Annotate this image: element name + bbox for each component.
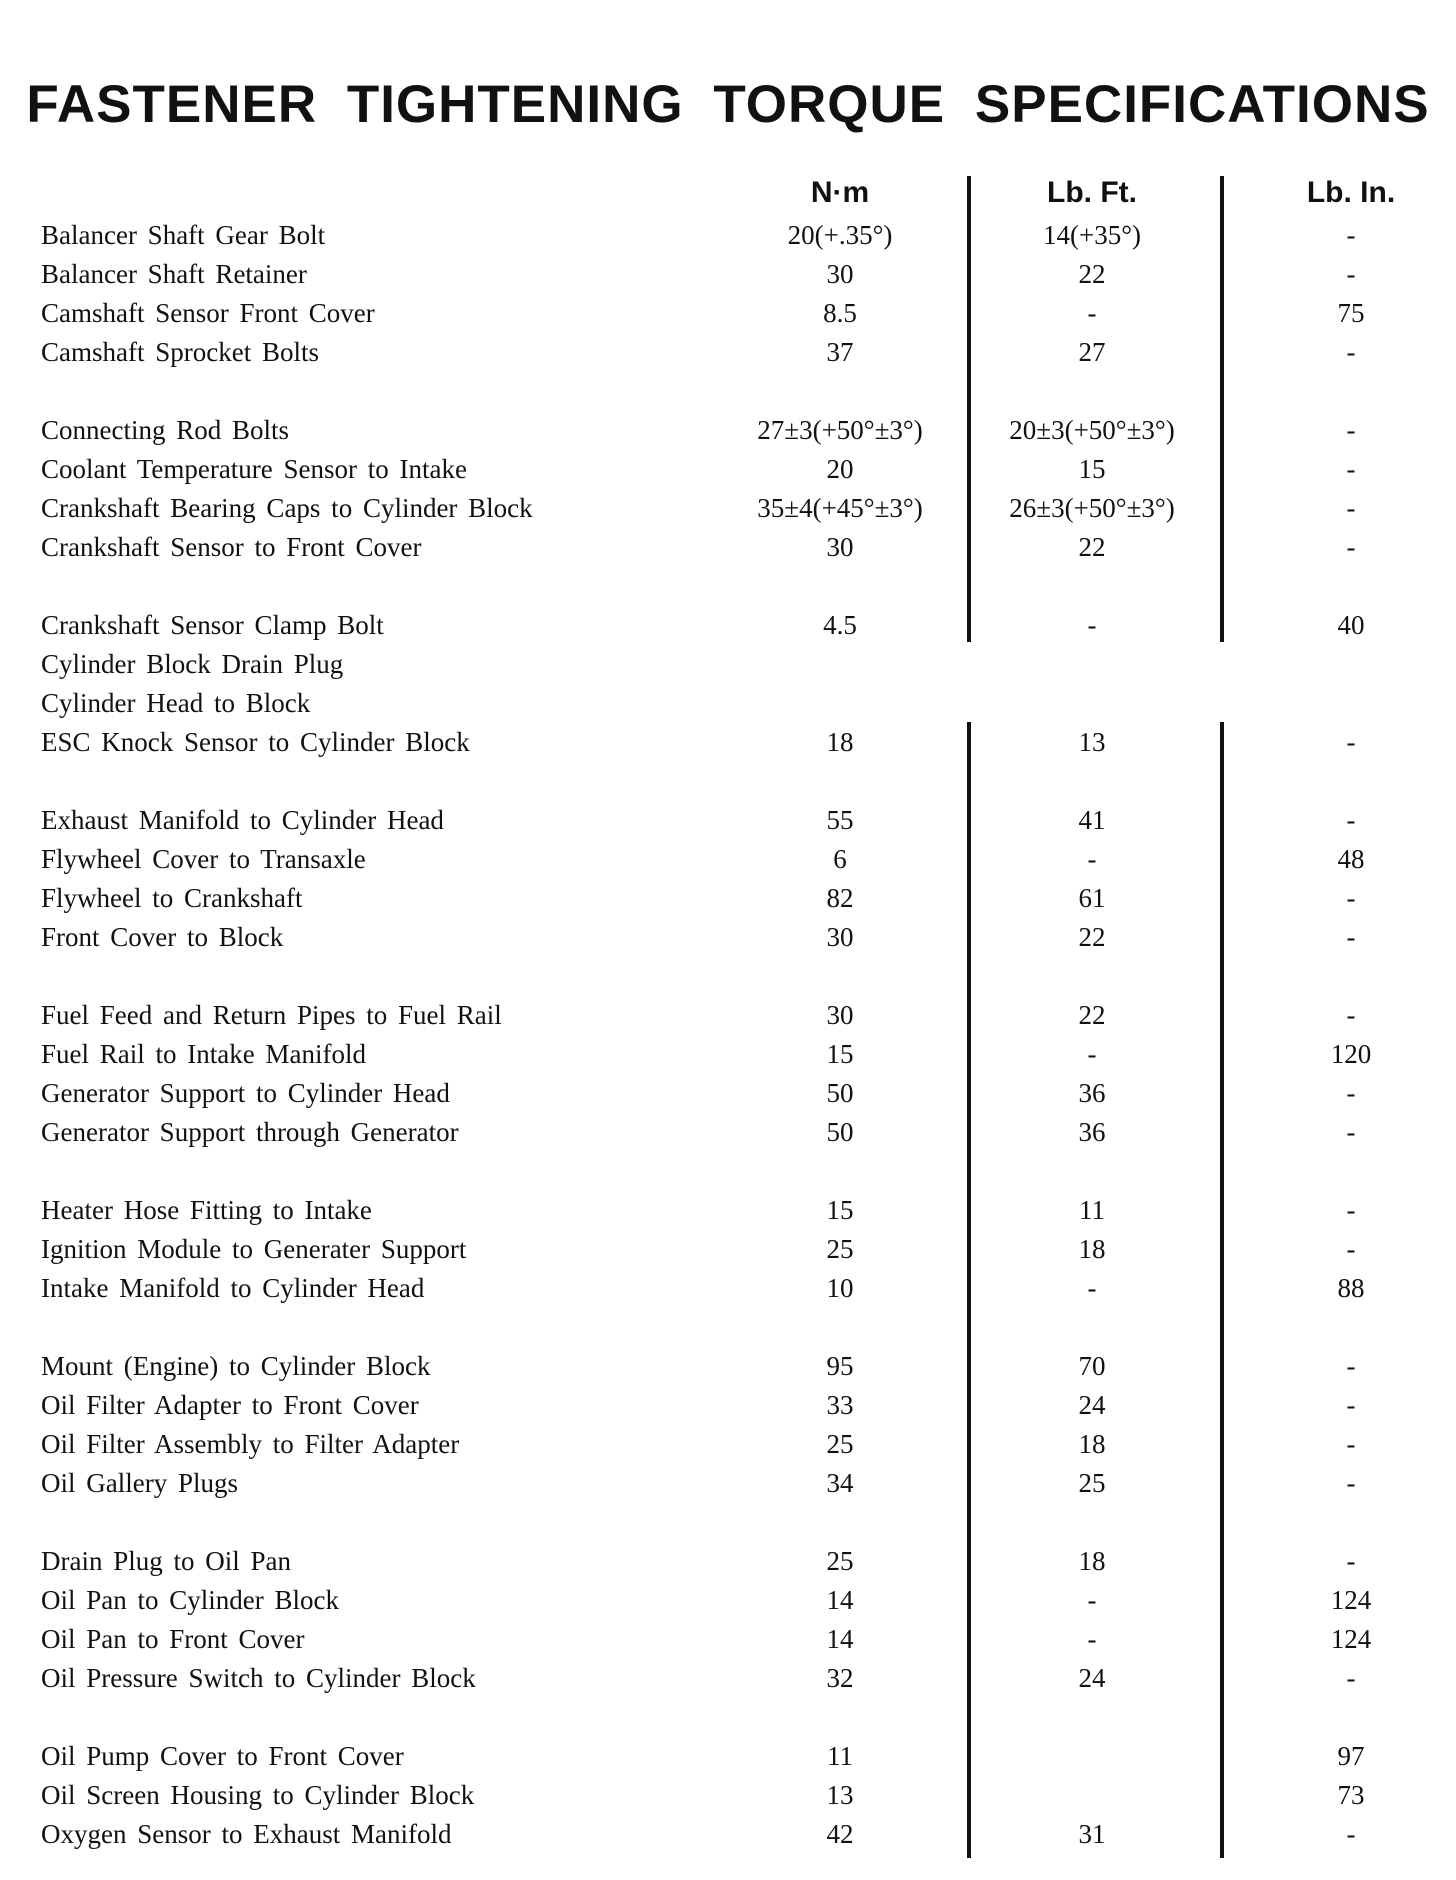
table-row: [0, 840, 1456, 879]
torque-lbin: -: [1346, 1117, 1356, 1147]
torque-nm: 50: [826, 1078, 854, 1108]
torque-nm: 55: [826, 805, 854, 835]
table-row: [0, 450, 1456, 489]
fastener-name: Drain Plug to Oil Pan: [41, 1546, 291, 1576]
table-row: [0, 801, 1456, 840]
table-row: [0, 684, 1456, 723]
torque-nm: 37: [826, 337, 854, 367]
table-row: [0, 1542, 1456, 1581]
fastener-name: Cylinder Block Drain Plug: [41, 649, 344, 679]
torque-nm: 33: [826, 1390, 854, 1420]
torque-nm: 18: [826, 727, 854, 757]
torque-lbin: -: [1346, 805, 1356, 835]
table-row: [0, 1074, 1456, 1113]
torque-lbin: -: [1346, 1819, 1356, 1849]
table-row: [0, 1581, 1456, 1620]
torque-lbft: 24: [1078, 1390, 1106, 1420]
table-row: [0, 645, 1456, 684]
torque-nm: 20: [826, 454, 854, 484]
fastener-name: Front Cover to Block: [41, 922, 284, 952]
torque-lbin: 75: [1337, 298, 1365, 328]
fastener-name: Camshaft Sensor Front Cover: [41, 298, 375, 328]
fastener-name: Mount (Engine) to Cylinder Block: [41, 1351, 431, 1381]
table-row: [0, 294, 1456, 333]
fastener-name: Oil Pan to Front Cover: [41, 1624, 305, 1654]
table-row: [0, 1659, 1456, 1698]
torque-lbft: 70: [1078, 1351, 1106, 1381]
fastener-name: Oil Filter Assembly to Filter Adapter: [41, 1429, 460, 1459]
torque-nm: 20(+.35°): [787, 220, 893, 250]
torque-nm: 30: [826, 259, 854, 289]
fastener-name: Oil Gallery Plugs: [41, 1468, 238, 1498]
fastener-name: ESC Knock Sensor to Cylinder Block: [41, 727, 470, 757]
torque-lbin: -: [1346, 1468, 1356, 1498]
torque-lbft: 26±3(+50°±3°): [1009, 493, 1175, 523]
torque-nm: 27±3(+50°±3°): [757, 415, 923, 445]
table-row: [0, 1035, 1456, 1074]
torque-nm: 13: [826, 1780, 854, 1810]
torque-lbin: 124: [1330, 1624, 1372, 1654]
torque-lbin: -: [1346, 1234, 1356, 1264]
table-row: [0, 1776, 1456, 1815]
torque-lbin: -: [1346, 883, 1356, 913]
fastener-name: Oil Filter Adapter to Front Cover: [41, 1390, 419, 1420]
column-header-lbin: Lb. In.: [1306, 176, 1396, 209]
torque-lbft: -: [1087, 1585, 1097, 1615]
torque-nm: 4.5: [823, 610, 857, 640]
torque-lbin: -: [1346, 337, 1356, 367]
torque-lbft: 31: [1078, 1819, 1106, 1849]
table-row: [0, 1425, 1456, 1464]
torque-lbft: 11: [1079, 1195, 1105, 1225]
table-row: [0, 1347, 1456, 1386]
torque-lbin: -: [1346, 454, 1356, 484]
fastener-name: Balancer Shaft Retainer: [41, 259, 307, 289]
torque-lbin: 48: [1337, 844, 1365, 874]
torque-lbin: 73: [1337, 1780, 1365, 1810]
fastener-name: Camshaft Sprocket Bolts: [41, 337, 319, 367]
fastener-name: Crankshaft Bearing Caps to Cylinder Block: [41, 493, 533, 523]
torque-nm: 30: [826, 532, 854, 562]
table-row: [0, 1113, 1456, 1152]
page-title: FASTENER TIGHTENING TORQUE SPECIFICATIONS: [26, 75, 1430, 134]
torque-lbft: 18: [1078, 1546, 1106, 1576]
fastener-name: Oil Pan to Cylinder Block: [41, 1585, 339, 1615]
torque-nm: 25: [826, 1546, 854, 1576]
torque-lbin: -: [1346, 1078, 1356, 1108]
table-row: [0, 1386, 1456, 1425]
torque-lbin: -: [1346, 1000, 1356, 1030]
torque-lbft: 18: [1078, 1234, 1106, 1264]
torque-nm: 95: [826, 1351, 854, 1381]
table-row: [0, 528, 1456, 567]
fastener-name: Flywheel to Crankshaft: [41, 883, 303, 913]
torque-lbft: 22: [1078, 922, 1106, 952]
torque-nm: 34: [826, 1468, 854, 1498]
torque-lbft: -: [1087, 1273, 1097, 1303]
fastener-name: Flywheel Cover to Transaxle: [41, 844, 366, 874]
torque-lbft: -: [1087, 1624, 1097, 1654]
fastener-name: Cylinder Head to Block: [41, 688, 311, 718]
torque-lbin: -: [1346, 1546, 1356, 1576]
table-row: [0, 606, 1456, 645]
torque-lbft: 13: [1078, 727, 1106, 757]
table-row: [0, 723, 1456, 762]
table-row: [0, 489, 1456, 528]
torque-nm: 10: [826, 1273, 854, 1303]
torque-nm: 30: [826, 1000, 854, 1030]
torque-lbin: -: [1346, 532, 1356, 562]
torque-nm: 11: [827, 1741, 853, 1771]
torque-lbin: -: [1346, 727, 1356, 757]
torque-lbin: 97: [1337, 1741, 1365, 1771]
column-header-lbft: Lb. Ft.: [1047, 176, 1137, 209]
torque-nm: 15: [826, 1039, 854, 1069]
torque-lbin: -: [1346, 493, 1356, 523]
fastener-name: Oil Pressure Switch to Cylinder Block: [41, 1663, 476, 1693]
table-row: [0, 1464, 1456, 1503]
torque-lbin: -: [1346, 415, 1356, 445]
torque-nm: 32: [826, 1663, 854, 1693]
fastener-name: Fuel Rail to Intake Manifold: [41, 1039, 366, 1069]
torque-lbin: -: [1346, 1195, 1356, 1225]
torque-lbft: 14(+35°): [1042, 220, 1142, 250]
torque-lbft: 22: [1078, 1000, 1106, 1030]
table-row: [0, 1620, 1456, 1659]
fastener-name: Crankshaft Sensor to Front Cover: [41, 532, 422, 562]
fastener-name: Connecting Rod Bolts: [41, 415, 290, 445]
fastener-name: Oil Pump Cover to Front Cover: [41, 1741, 404, 1771]
torque-lbft: 20±3(+50°±3°): [1009, 415, 1175, 445]
torque-nm: 25: [826, 1234, 854, 1264]
torque-lbft: 18: [1078, 1429, 1106, 1459]
torque-lbft: 25: [1078, 1468, 1106, 1498]
fastener-name: Generator Support to Cylinder Head: [41, 1078, 450, 1108]
torque-lbin: -: [1346, 220, 1356, 250]
torque-nm: 14: [826, 1624, 854, 1654]
torque-lbin: -: [1346, 259, 1356, 289]
table-row: [0, 1737, 1456, 1776]
torque-lbin: -: [1346, 1429, 1356, 1459]
torque-lbft: 15: [1078, 454, 1106, 484]
torque-lbft: 36: [1078, 1078, 1106, 1108]
fastener-name: Oil Screen Housing to Cylinder Block: [41, 1780, 475, 1810]
torque-lbin: 40: [1337, 610, 1365, 640]
torque-lbin: -: [1346, 922, 1356, 952]
torque-lbin: 120: [1330, 1039, 1372, 1069]
fastener-name: Balancer Shaft Gear Bolt: [41, 220, 326, 250]
column-header-nm: N·m: [810, 176, 870, 209]
torque-nm: 35±4(+45°±3°): [757, 493, 923, 523]
fastener-name: Heater Hose Fitting to Intake: [41, 1195, 372, 1225]
table-row: [0, 216, 1456, 255]
torque-lbft: 41: [1078, 805, 1106, 835]
table-row: [0, 996, 1456, 1035]
torque-nm: 14: [826, 1585, 854, 1615]
torque-lbin: -: [1346, 1351, 1356, 1381]
torque-lbft: 22: [1078, 532, 1106, 562]
torque-nm: 30: [826, 922, 854, 952]
fastener-name: Oxygen Sensor to Exhaust Manifold: [41, 1819, 452, 1849]
table-row: [0, 879, 1456, 918]
fastener-name: Fuel Feed and Return Pipes to Fuel Rail: [41, 1000, 502, 1030]
torque-lbft: 22: [1078, 259, 1106, 289]
table-row: [0, 1191, 1456, 1230]
torque-lbft: 36: [1078, 1117, 1106, 1147]
torque-lbft: -: [1087, 1039, 1097, 1069]
table-row: [0, 1230, 1456, 1269]
fastener-name: Crankshaft Sensor Clamp Bolt: [41, 610, 384, 640]
torque-nm: 15: [826, 1195, 854, 1225]
table-row: [0, 918, 1456, 957]
torque-lbin: 88: [1337, 1273, 1365, 1303]
torque-nm: 50: [826, 1117, 854, 1147]
torque-lbin: -: [1346, 1390, 1356, 1420]
torque-lbft: -: [1087, 844, 1097, 874]
torque-lbft: 27: [1078, 337, 1106, 367]
torque-nm: 82: [826, 883, 854, 913]
fastener-name: Exhaust Manifold to Cylinder Head: [41, 805, 444, 835]
table-row: [0, 411, 1456, 450]
table-row: [0, 333, 1456, 372]
fastener-name: Intake Manifold to Cylinder Head: [41, 1273, 425, 1303]
table-row: [0, 1815, 1456, 1854]
torque-lbft: -: [1087, 610, 1097, 640]
torque-nm: 25: [826, 1429, 854, 1459]
fastener-name: Ignition Module to Generater Support: [41, 1234, 467, 1264]
torque-nm: 42: [826, 1819, 854, 1849]
torque-lbft: 24: [1078, 1663, 1106, 1693]
torque-lbft: 61: [1078, 883, 1106, 913]
torque-lbft: -: [1087, 298, 1097, 328]
torque-lbin: 124: [1330, 1585, 1372, 1615]
fastener-name: Generator Support through Generator: [41, 1117, 459, 1147]
fastener-name: Coolant Temperature Sensor to Intake: [41, 454, 467, 484]
torque-nm: 6: [833, 844, 847, 874]
table-row: [0, 1269, 1456, 1308]
torque-nm: 8.5: [823, 298, 857, 328]
table-row: [0, 255, 1456, 294]
torque-lbin: -: [1346, 1663, 1356, 1693]
